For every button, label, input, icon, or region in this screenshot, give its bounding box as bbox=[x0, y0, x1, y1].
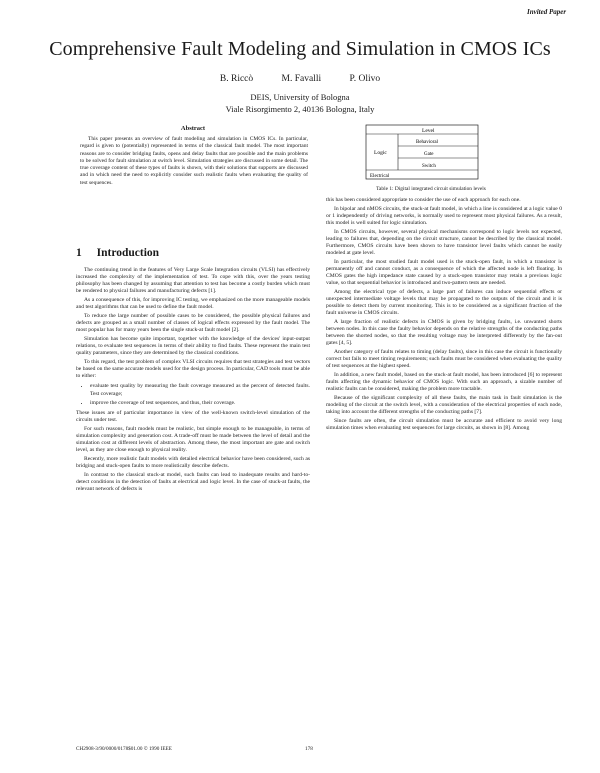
logic-label: Logic bbox=[374, 150, 387, 156]
affiliation-department: DEIS, University of Bologna bbox=[250, 92, 350, 102]
author-name: B. Riccò bbox=[219, 74, 254, 84]
author-name: M. Favalli bbox=[281, 74, 322, 84]
section-number: 1 bbox=[76, 247, 82, 259]
abstract-text: This paper presents an overview of fault modeling and simulation in CMOS ICs. In particular, regard is given to (potentially) represented in terms of the classical fault model. The most important reasons are to consider bridging faults, opens and delay faults that are possible and the main problems to be solved for fault simulation at switch level. Simulation strategies are discussed in some detail. The true coverage content of these types of faults is shown, with their solutions that supports are discussed and in which need the need to explicitly consider such realistic faults when evaluating the quality of test sequences. bbox=[80, 136, 308, 186]
paragraph: To reduce the large number of possible cases to be considered, the possible physical failures and defects are grouped as a small number of classes of logical effects expressed by the fault model. The most popular has for many years been the single stuck-at fault model [2]. bbox=[76, 312, 310, 334]
right-column bbox=[326, 197, 562, 745]
list-item: • improve the coverage of test sequences, and thus, their coverage. bbox=[90, 400, 310, 407]
paragraph: For such reasons, fault models must be realistic, but simple enough to be manageable, in terms of simulation complexity and generation cost. A trade-off must be made between the level of detail and the simulation cost at different levels of abstraction. Among these, the most important are gate and switch level, as they are close enough to physical reality. bbox=[76, 425, 310, 454]
list-item: • evaluate test quality by measuring the fault coverage measured as the percent of detected faults. Test coverage; bbox=[90, 383, 310, 397]
paragraph: The continuing trend in the features of Very Large Scale Integration circuits (VLSI) has effectively increased the complexity of the implementation of test. To cope with this, over the years testing philosophy has been changed by assuming that attention to test has become a costly burden which must be rendered to physical failures and manufacturing defects [1]. bbox=[76, 267, 310, 295]
behavioral-label: Behavioral bbox=[416, 140, 438, 145]
paragraph: In CMOS circuits, however, several physical mechanisms correspond to logic levels not expected, leading to failures that, depending on the circuit structure, cannot be described by the classical model. Furthermore, CMOS circuits have been shown to have transistor level faults which cannot be easily modeled at gate level. bbox=[326, 228, 562, 257]
paragraph: Because of the significant complexity of all these faults, the main task in fault simulation is the modeling of the circuit at the switch level, with a consideration of the electrical properties of each node, taking into account the different strengths of the conducting paths [7]. bbox=[326, 395, 562, 416]
section-heading bbox=[76, 247, 159, 259]
paragraph: In contrast to the classical stuck-at model, such faults can lead to inadequate results and hard-to-detect conditions in the detection of faults at electrical and logic level. In the case of stuck-at faults, the relevant network of defects is bbox=[76, 471, 310, 492]
paragraph: Since faults are often, the circuit simulation must be accurate and efficient to avoid very long simulation times when evaluating test sequences for large circuits, as shown in [8]. Among bbox=[326, 418, 562, 432]
affiliation-address: Viale Risorgimento 2, 40136 Bologna, Italy bbox=[225, 104, 375, 114]
level-label: Level bbox=[422, 128, 435, 134]
paragraph: In particular, the most studied fault model used is the stuck-open fault, in which a transistor is permanently off and cannot conduct, as a consequence of which the affected node is left floating. In CMOS gates the high impedance state caused by a stuck-open transistor may retain a previous logic value, so that sequential behavior is introduced and two-pattern tests are needed. bbox=[326, 258, 562, 287]
page-number: 178 bbox=[305, 746, 313, 752]
left-column bbox=[76, 267, 310, 745]
figure-caption: Table 1: Digital integrated circuit simulation levels bbox=[376, 186, 486, 192]
paragraph: A large fraction of realistic defects in CMOS is given by bridging faults, i.e. unwanted shorts between nodes. In this case the faulty behavior depends on the relative strengths of the conducting paths between the shorted nodes, so that the resulting voltage may be interpreted differently by the fan-out gates [4, 5]. bbox=[326, 319, 562, 347]
paragraph: Among the electrical type of defects, a large part of failures can induce sequential effects or unexpected intermediate voltage levels that may be propagated to the outputs of the circuit and it is possible to detect them by current monitoring. This is to be considered as a significant fraction of the fault universe in CMOS circuits. bbox=[326, 288, 562, 317]
copyright-footer: CH2908-3/90/0000/0178$01.00 © 1990 IEEE bbox=[76, 746, 172, 752]
authors bbox=[0, 74, 600, 84]
electrical-label: Electrical bbox=[370, 174, 390, 179]
bullet-list bbox=[76, 383, 310, 406]
section-title: Introduction bbox=[96, 247, 160, 259]
paragraph: Recently, more realistic fault models with detailed electrical behavior have been considered, such as bridging and stuck-open faults to more realistically describe defects. bbox=[76, 455, 310, 469]
abstract-heading: Abstract bbox=[180, 125, 206, 132]
switch-label: Switch bbox=[422, 164, 436, 169]
paragraph: In addition, a new fault model, based on the stuck-at fault model, has been introduced [6] to represent faults affecting the dynamic behavior of CMOS logic. With such an approach, a sizable number of realistic faults can be considered, making the problem more tractable. bbox=[326, 372, 562, 393]
gate-label: Gate bbox=[424, 152, 434, 157]
simulation-levels-diagram bbox=[362, 124, 482, 180]
paragraph: this has been considered appropriate to consider the use of each approach for each one. bbox=[326, 197, 521, 203]
author-name: P. Olivo bbox=[349, 74, 381, 84]
paragraph: To this regard, the test problem of complex VLSI circuits requires that test strategies and test vectors be based on the same accurate models used for the design process. In particular, CAD tools must be able to either: bbox=[76, 358, 310, 380]
paper-title: Comprehensive Fault Modeling and Simulation in CMOS ICs bbox=[49, 38, 551, 60]
paragraph: These issues are of particular importance in view of the well-known switch-level simulation of the circuits under test. bbox=[76, 409, 310, 423]
paragraph: Another category of faults relates to timing (delay faults), since in this case the circuit is functionally correct but fails to meet timing requirements; such faults must be considered when evaluating the quality of test sequences at the highest speed. bbox=[326, 349, 562, 370]
paragraph: In bipolar and nMOS circuits, the stuck-at fault model, in which a line is considered at a logic value 0 or 1 independently of driving networks, is normally used to represent most physical failures. As a result, this model is well suited for logic simulation. bbox=[326, 205, 562, 226]
paragraph: As a consequence of this, for improving IC testing, we emphasized on the more manageable models and test algorithms that can be used to define the fault model. bbox=[76, 297, 310, 311]
paragraph: Simulation has become quite important, together with the knowledge of the devices' input-output relations, to evaluate test sequences in terms of their ability to find faults. These represent the main test quality parameters, since they are determined by the classical conditions. bbox=[76, 335, 310, 357]
invited-paper-label: Invited Paper bbox=[527, 8, 567, 16]
